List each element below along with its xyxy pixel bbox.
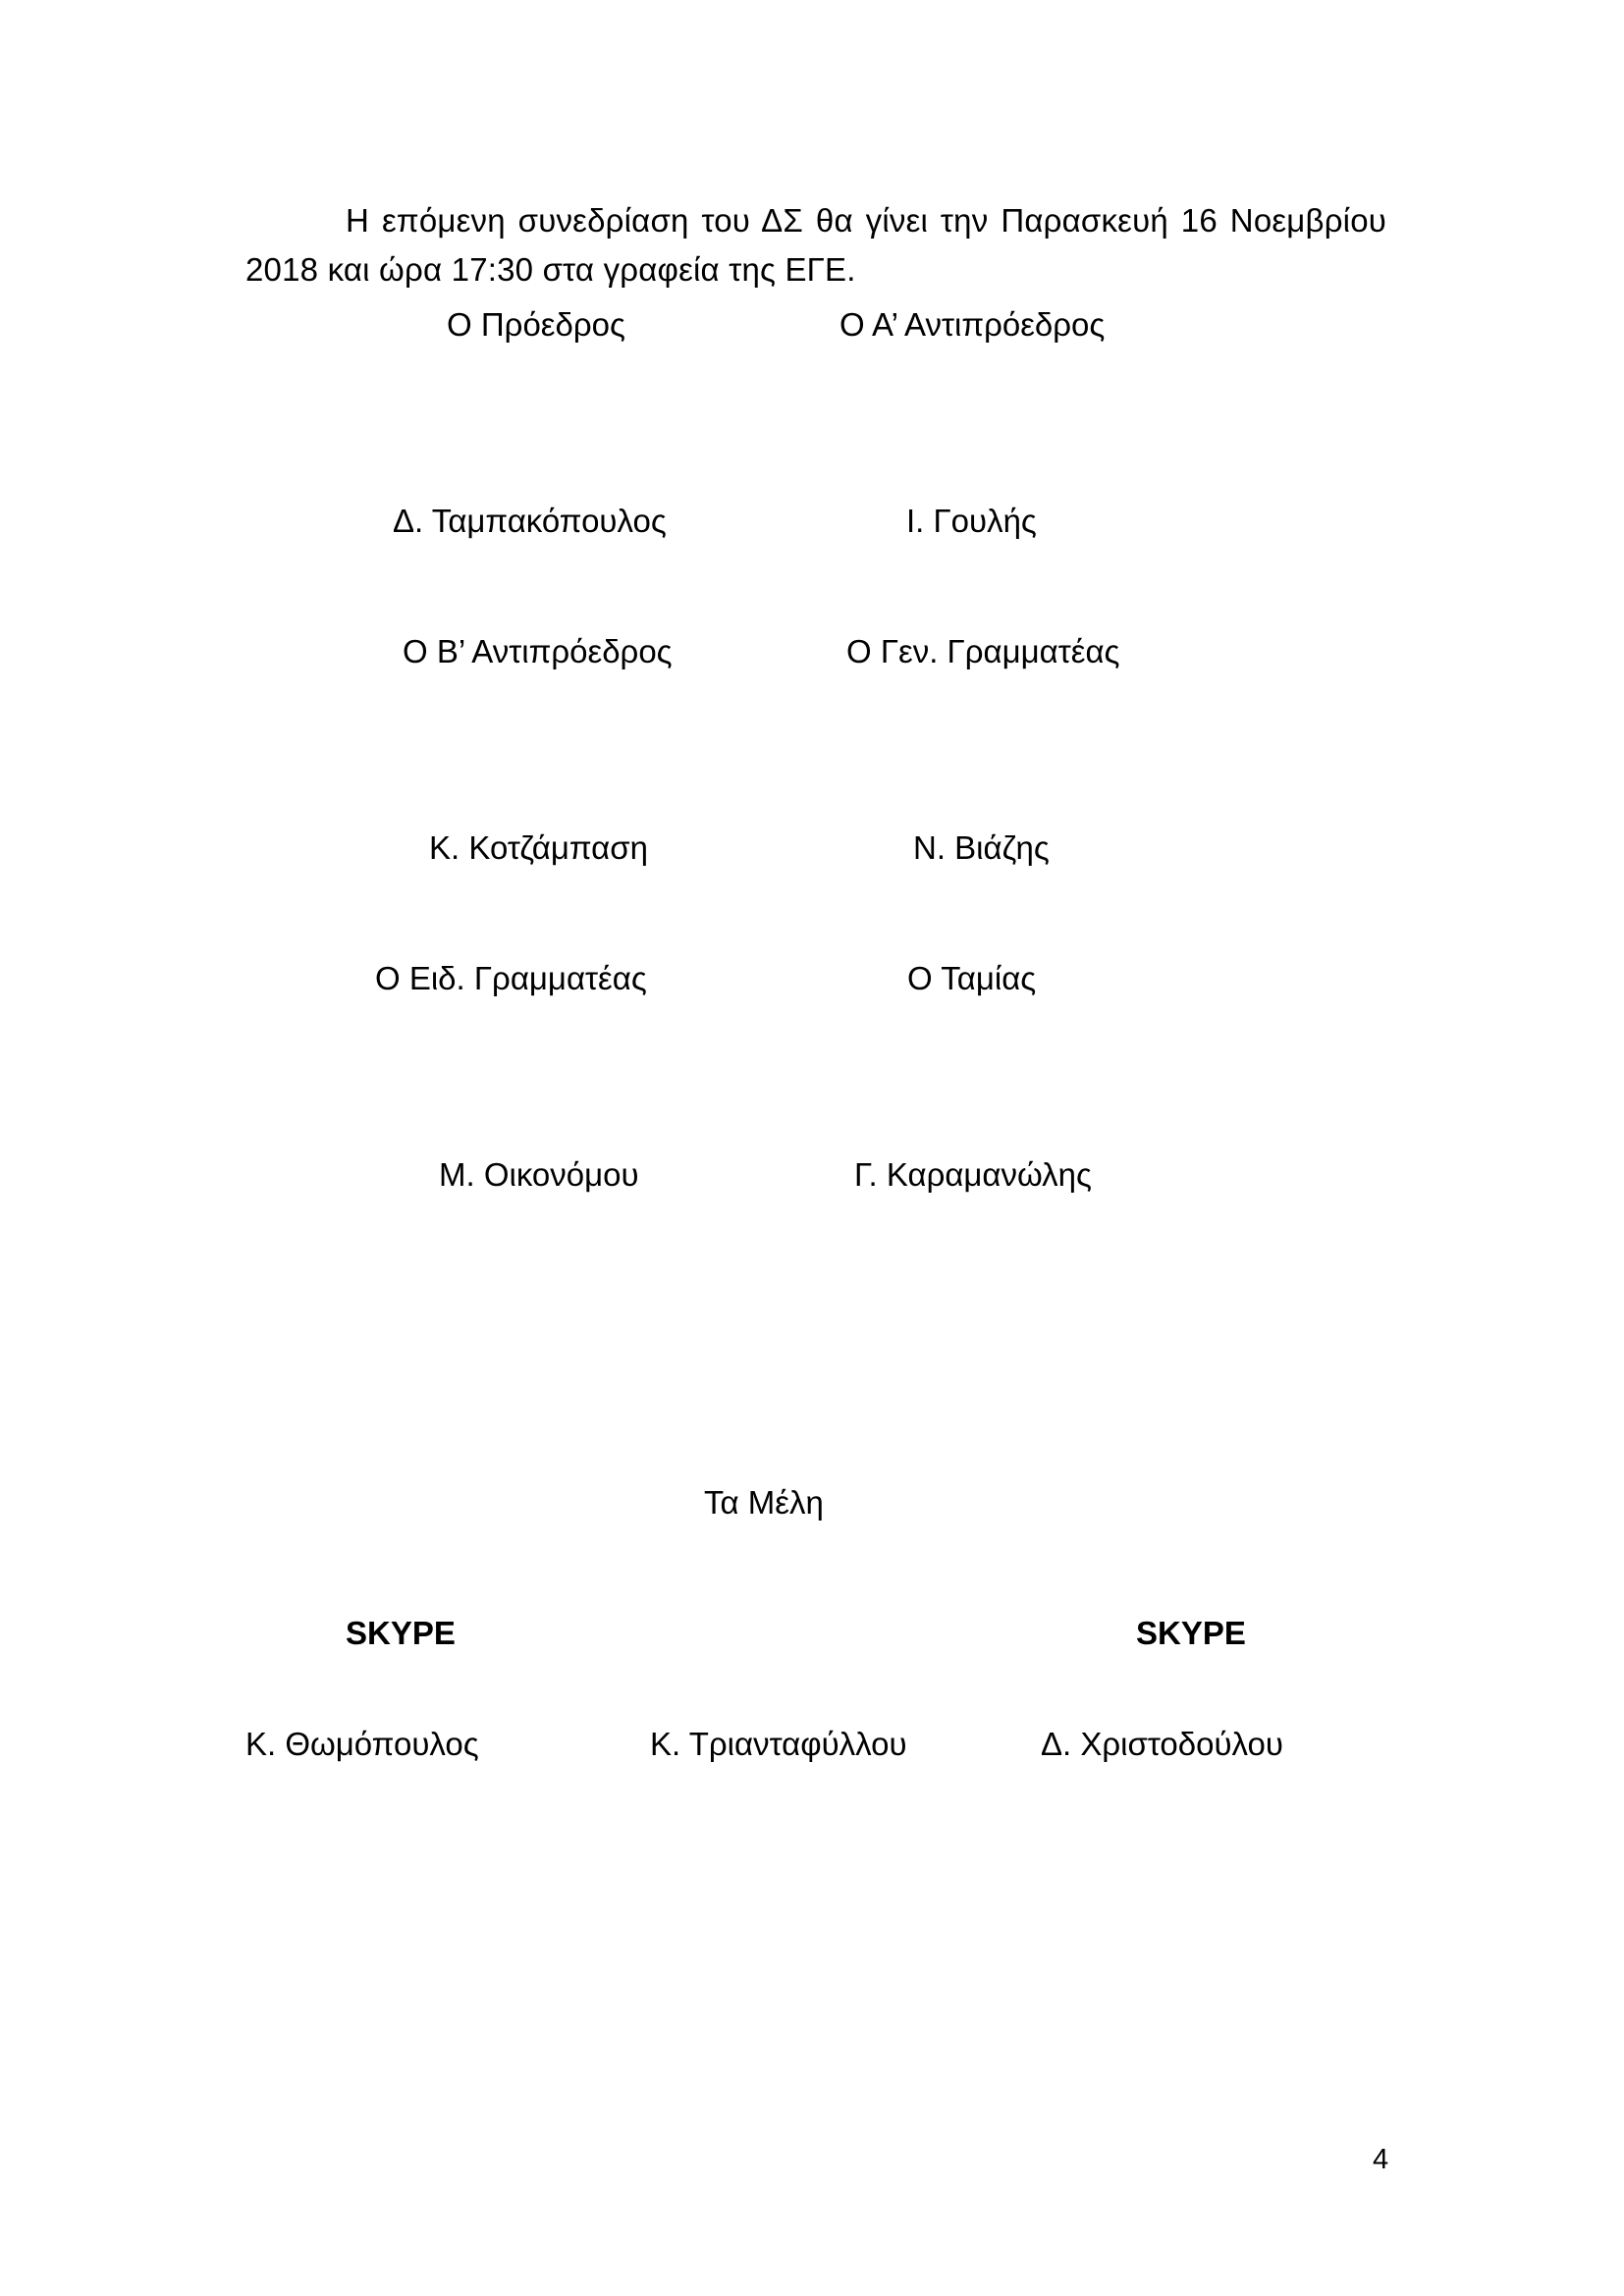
skype-label-right: SKYPE [1136,1615,1246,1651]
member-name-3: Δ. Χριστοδούλου [1041,1726,1283,1762]
treasurer-title: Ο Ταμίας [907,960,1037,996]
special-secretary-title: Ο Ειδ. Γραμματέας [375,960,647,996]
page-number: 4 [1373,2144,1389,2175]
member-name-1: Κ. Θωμόπουλος [245,1726,479,1762]
president-name: Δ. Ταμπακόπουλος [393,503,667,539]
skype-label-left: SKYPE [346,1615,456,1651]
general-secretary-title: Ο Γεν. Γραμματέας [846,633,1120,669]
vice-president-a-title: Ο Α’ Αντιπρόεδρος [839,306,1106,343]
meeting-announcement-paragraph: Η επόμενη συνεδρίαση του ΔΣ θα γίνει την Παρασκευή 16 Νοεμβρίου 2018 και ώρα 17:30 στα γραφεία της ΕΓΕ. [245,202,1386,288]
treasurer-name: Γ. Καραμανώλης [854,1156,1092,1193]
members-heading: Τα Μέλη [704,1484,824,1521]
member-name-2: Κ. Τριανταφύλλου [650,1726,907,1762]
general-secretary-name: Ν. Βιάζης [913,829,1050,866]
vice-president-b-name: Κ. Κοτζάμπαση [429,829,648,866]
special-secretary-name: Μ. Οικονόμου [439,1156,639,1193]
president-title: Ο Πρόεδρος [447,306,625,343]
vice-president-a-name: Ι. Γουλής [906,503,1037,539]
vice-president-b-title: Ο Β’ Αντιπρόεδρος [403,633,673,669]
